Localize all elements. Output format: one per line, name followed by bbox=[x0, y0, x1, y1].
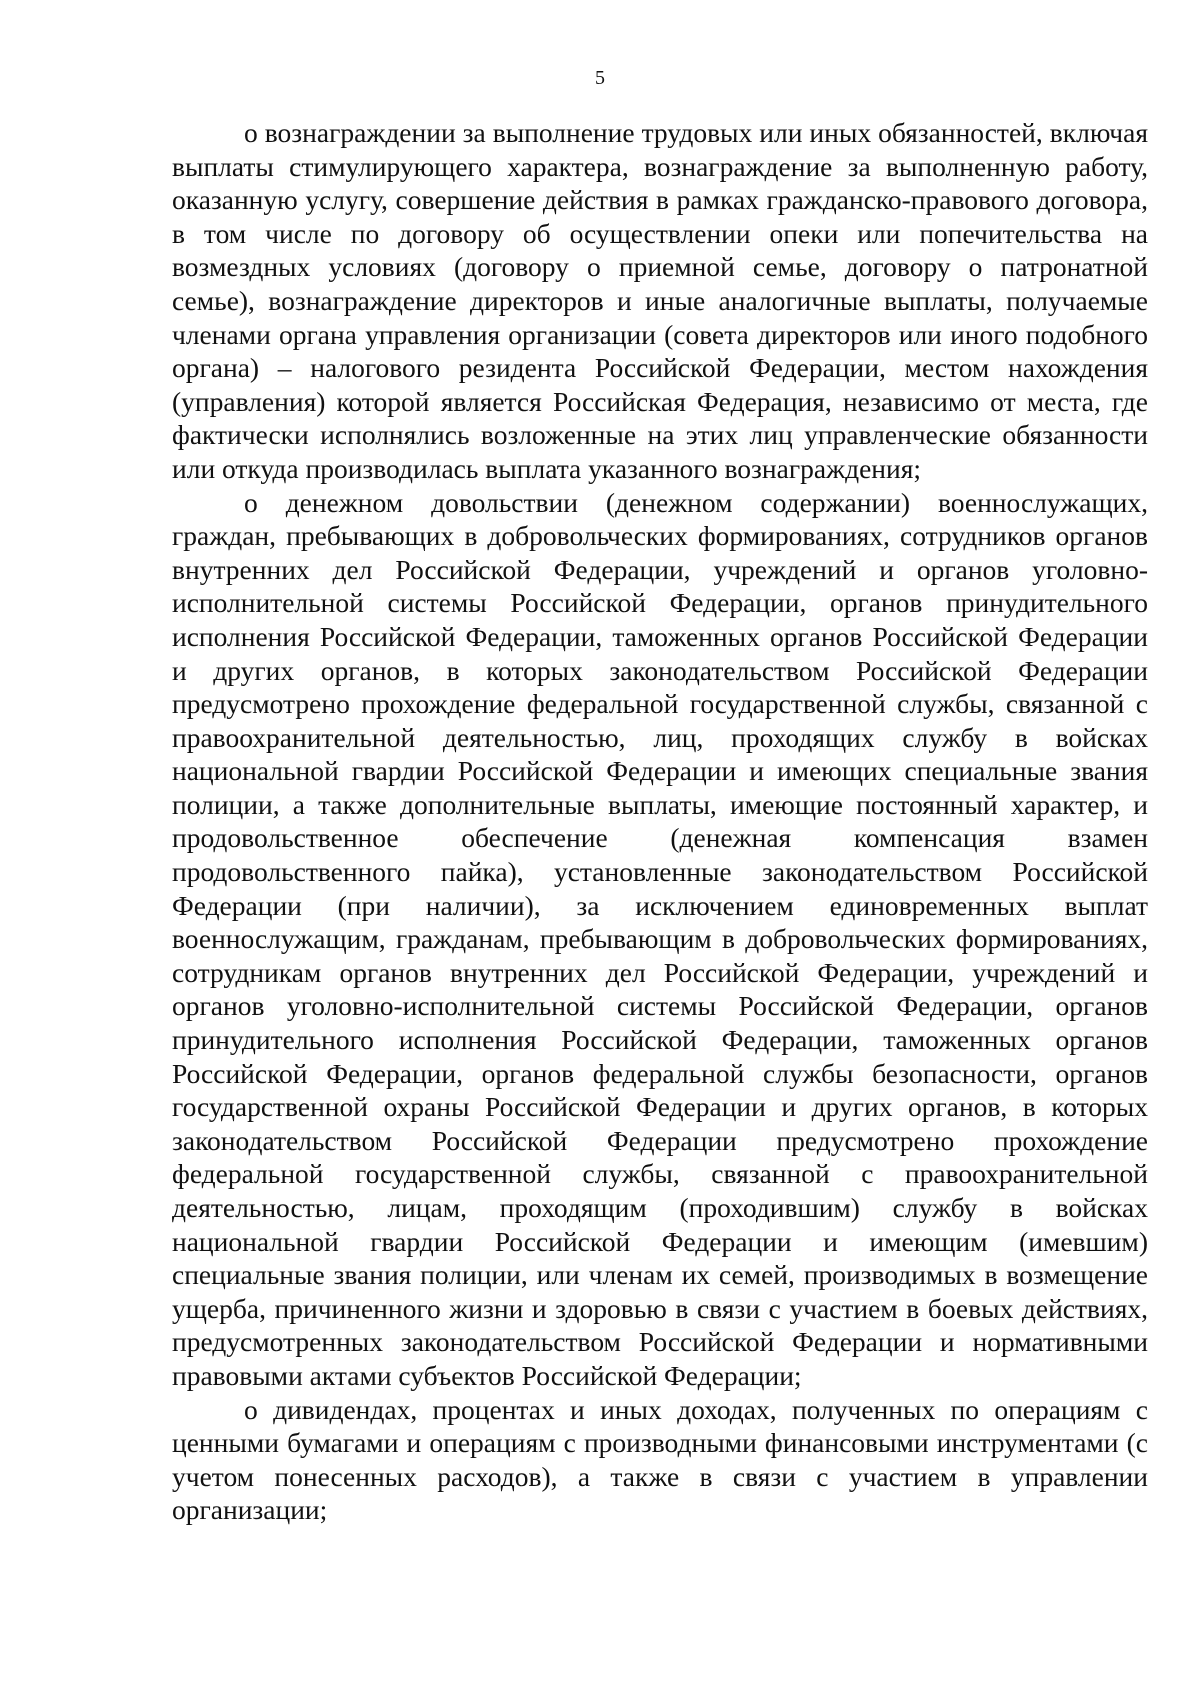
paragraph-dividends: о дивидендах, процентах и иных доходах, полученных по операциям с ценными бумагами и операциям с производными финансовыми инструментами (с учетом понесенных расходов), а также в связи с участием в управлении организации; bbox=[172, 1393, 1148, 1526]
page-number: 5 bbox=[595, 67, 605, 89]
paragraph-remuneration: о вознаграждении за выполнение трудовых или иных обязанностей, включая выплаты стимулирующего характера, вознаграждение за выполненную работу, оказанную услугу, совершение действия в рамках гражданско-правового договора, в том числе по договору об осуществлении опеки или попечительства на возмездных условиях (договору о приемной семье, договору о патронатной семье), вознаграждение директоров и иные аналогичные выплаты, получаемые членами органа управления организации (совета директоров или иного подобного органа) – налогового резидента Российской Федерации, местом нахождения (управления) которой является Российская Федерация, независимо от места, где фактически исполнялись возложенные на этих лиц управленческие обязанности или откуда производилась выплата указанного вознаграждения; bbox=[172, 117, 1148, 484]
document-body bbox=[172, 116, 1148, 1527]
paragraph-monetary-allowance: о денежном довольствии (денежном содержании) военнослужащих, граждан, пребывающих в добровольческих формированиях, сотрудников органов внутренних дел Российской Федерации, учреждений и органов уголовно-исполнительной системы Российской Федерации, органов принудительного исполнения Российской Федерации, таможенных органов Российской Федерации и других органов, в которых законодательством Российской Федерации предусмотрено прохождение федеральной государственной службы, связанной с правоохранительной деятельностью, лиц, проходящих службу в войсках национальной гвардии Российской Федерации и имеющих специальные звания полиции, а также дополнительные выплаты, имеющие постоянный характер, и продовольственное обеспечение (денежная компенсация взамен продовольственного пайка), установленные законодательством Российской Федерации (при наличии), за исключением единовременных выплат военнослужащим, гражданам, пребывающим в добровольческих формированиях, сотрудникам органов внутренних дел Российской Федерации, учреждений и органов уголовно-исполнительной системы Российской Федерации, органов принудительного исполнения Российской Федерации, таможенных органов Российской Федерации, органов федеральной службы безопасности, органов государственной охраны Российской Федерации и других органов, в которых законодательством Российской Федерации предусмотрено прохождение федеральной государственной службы, связанной с правоохранительной деятельностью, лицам, проходящим (проходившим) службу в войсках национальной гвардии Российской Федерации и имеющим (имевшим) специальные звания полиции, или членам их семей, производимых в возмещение ущерба, причиненного жизни и здоровью в связи с участием в боевых действиях, предусмотренных законодательством Российской Федерации и нормативными правовыми актами субъектов Российской Федерации; bbox=[172, 486, 1148, 1391]
